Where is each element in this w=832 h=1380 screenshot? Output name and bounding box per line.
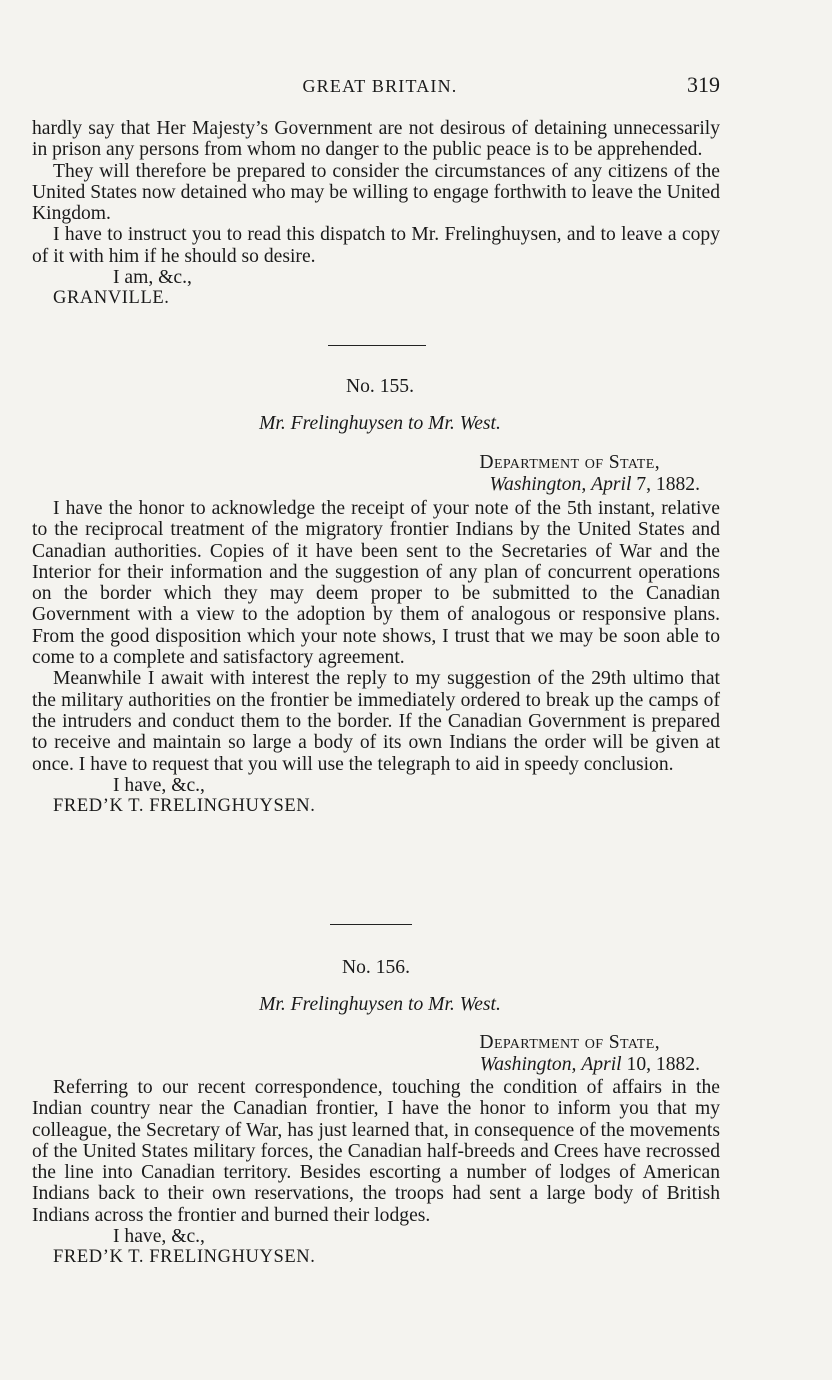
place-name: Washington,: [489, 474, 587, 495]
running-title: GREAT BRITAIN.: [302, 76, 458, 96]
paragraph: They will therefore be prepared to consider the circumstances of any citizens of the United States now detained who may be willing to engage forthwith to leave the United Kingdom.: [32, 160, 720, 225]
date-month: April: [581, 1054, 622, 1075]
signature: GRANVILLE.: [53, 288, 170, 309]
section-divider: [330, 924, 412, 925]
document-headline: Mr. Frelinghuysen to Mr. West.: [259, 413, 501, 434]
signature: FRED’K T. FRELINGHUYSEN.: [53, 1247, 316, 1268]
document-headline: Mr. Frelinghuysen to Mr. West.: [259, 994, 501, 1015]
paragraph: I have to instruct you to read this dispatch to Mr. Frelinghuysen, and to leave a copy of it with him if he should so desire.: [32, 224, 720, 267]
letter-granville-continuation: [32, 118, 720, 310]
date-year: 10, 1882.: [626, 1054, 700, 1075]
date-year: 7, 1882.: [636, 474, 700, 495]
signature: FRED’K T. FRELINGHUYSEN.: [53, 796, 316, 817]
dateline: [479, 1032, 700, 1076]
letter-155-body: [32, 498, 720, 817]
document-number: No. 155.: [345, 376, 415, 397]
department-name: Department of State,: [479, 452, 660, 473]
document-number: No. 156.: [341, 957, 411, 978]
closing: I have, &c.,: [113, 774, 205, 796]
paragraph: Referring to our recent correspondence, touching the condition of affairs in the Indian country near the Canadian frontier, I have the honor to inform you that my colleague, the Secretary of War, has just learned that, in consequence of the movements of the United States military forces, the Canadian half-breeds and Crees have recrossed the line into Canadian territory. Besides escorting a number of lodges of American Indians back to their own reservations, the troops had sent a large body of British Indians across the frontier and burned their lodges.: [32, 1077, 720, 1226]
page-number: 319: [687, 72, 720, 97]
closing: I am, &c.,: [113, 267, 192, 289]
paragraph: hardly say that Her Majesty’s Government are not desirous of detaining unnecessarily in prison any persons from whom no danger to the public peace is to be apprehended.: [32, 118, 720, 161]
letter-156-body: [32, 1077, 720, 1269]
paragraph: Meanwhile I await with interest the reply to my suggestion of the 29th ultimo that the military authorities on the frontier be immediately ordered to break up the camps of the intruders and conduct them to the border. If the Canadian Government is prepared to receive and maintain so large a body of its own Indians the order will be given at once. I have to request that you will use the telegraph to aid in speedy conclusion.: [32, 668, 720, 775]
paragraph: I have the honor to acknowledge the receipt of your note of the 5th instant, relative to the reciprocal treatment of the migratory frontier Indians by the United States and Canadian authorities. Copies of it have been sent to the Secretaries of War and the Interior for their information and the suggestion of any plan of concurrent operations on the border which they may deem proper to be submitted to the Canadian Government with a view to the adoption by them of analogous or responsive plans. From the good disposition which your note shows, I trust that we may be soon able to come to a complete and satisfactory agreement.: [32, 498, 720, 669]
date-month: April: [591, 474, 632, 495]
place-name: Washington,: [479, 1054, 577, 1075]
page-header: [0, 72, 832, 100]
department-name: Department of State,: [479, 1032, 660, 1053]
closing: I have, &c.,: [113, 1226, 205, 1248]
dateline: [479, 452, 700, 496]
section-divider: [328, 345, 426, 346]
